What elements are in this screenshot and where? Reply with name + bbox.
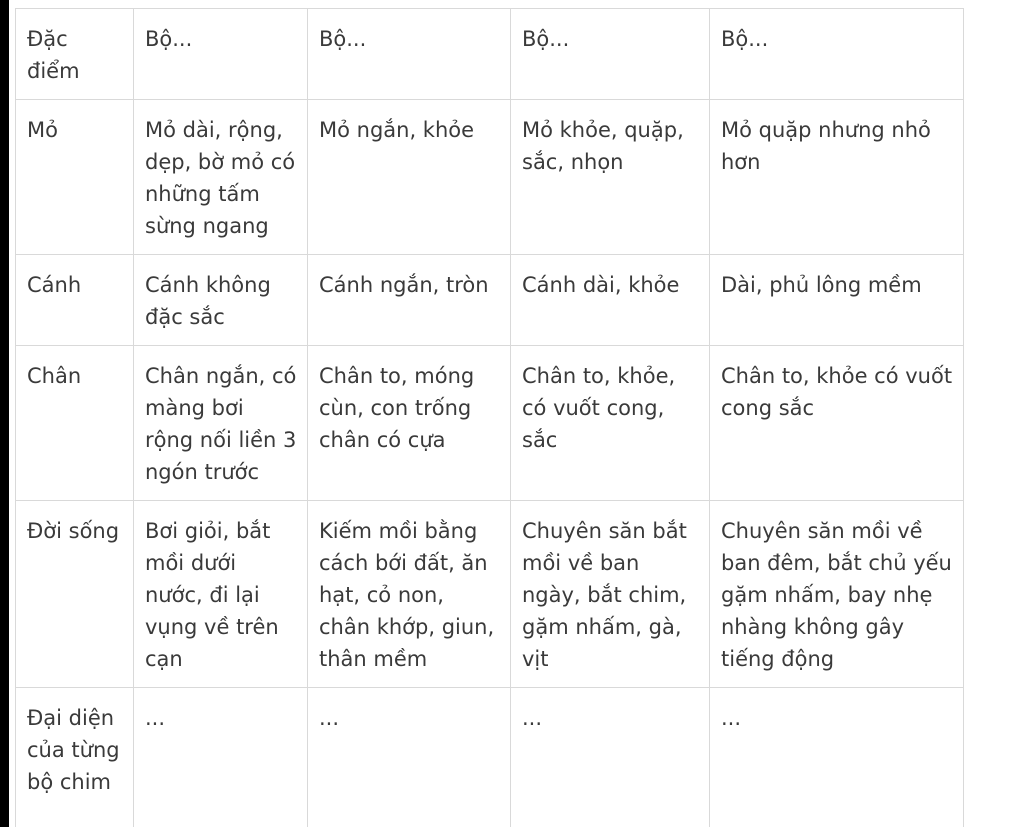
- table-cell: Cánh dài, khỏe: [511, 255, 710, 346]
- table-cell: Kiếm mồi bằng cách bới đất, ăn hạt, cỏ non, chân khớp, giun, thân mềm: [308, 501, 511, 688]
- table-cell: Cánh không đặc sắc: [134, 255, 308, 346]
- table-cell: Chân to, khỏe có vuốt cong sắc: [710, 346, 964, 501]
- left-edge-bar: [0, 0, 9, 827]
- table-header-row: [16, 9, 964, 100]
- table-cell: Mỏ dài, rộng, dẹp, bờ mỏ có những tấm sừng ngang: [134, 100, 308, 255]
- table-cell: ...: [134, 688, 308, 827]
- table-cell: ...: [308, 688, 511, 827]
- row-label: Đại diện của từng bộ chim: [16, 688, 134, 827]
- table-cell: Chân to, khỏe, có vuốt cong, sắc: [511, 346, 710, 501]
- table-row-life: [16, 501, 964, 688]
- table-cell: Dài, phủ lông mềm: [710, 255, 964, 346]
- row-label: Mỏ: [16, 100, 134, 255]
- table-cell: Chân ngắn, có màng bơi rộng nối liền 3 ngón trước: [134, 346, 308, 501]
- table-cell: Chuyên săn mồi về ban đêm, bắt chủ yếu gặm nhấm, bay nhẹ nhàng không gây tiếng động: [710, 501, 964, 688]
- table-cell: Chân to, móng cùn, con trống chân có cựa: [308, 346, 511, 501]
- table-cell: Mỏ quặp nhưng nhỏ hơn: [710, 100, 964, 255]
- table-row-wing: [16, 255, 964, 346]
- header-cell-order-1: Bộ...: [134, 9, 308, 100]
- header-cell-order-4: Bộ...: [710, 9, 964, 100]
- table-cell: Mỏ khỏe, quặp, sắc, nhọn: [511, 100, 710, 255]
- table-row-beak: [16, 100, 964, 255]
- header-cell-order-2: Bộ...: [308, 9, 511, 100]
- row-label: Đời sống: [16, 501, 134, 688]
- table-cell: Chuyên săn bắt mồi về ban ngày, bắt chim, gặm nhấm, gà, vịt: [511, 501, 710, 688]
- row-label: Cánh: [16, 255, 134, 346]
- table-row-representatives: [16, 688, 964, 827]
- table-cell: Cánh ngắn, tròn: [308, 255, 511, 346]
- table-cell: ...: [710, 688, 964, 827]
- table-row-leg: [16, 346, 964, 501]
- table-cell: Mỏ ngắn, khỏe: [308, 100, 511, 255]
- header-cell-feature: Đặc điểm: [16, 9, 134, 100]
- bird-orders-table: [15, 8, 964, 827]
- header-cell-order-3: Bộ...: [511, 9, 710, 100]
- row-label: Chân: [16, 346, 134, 501]
- table-cell: ...: [511, 688, 710, 827]
- table-cell: Bơi giỏi, bắt mồi dưới nước, đi lại vụng về trên cạn: [134, 501, 308, 688]
